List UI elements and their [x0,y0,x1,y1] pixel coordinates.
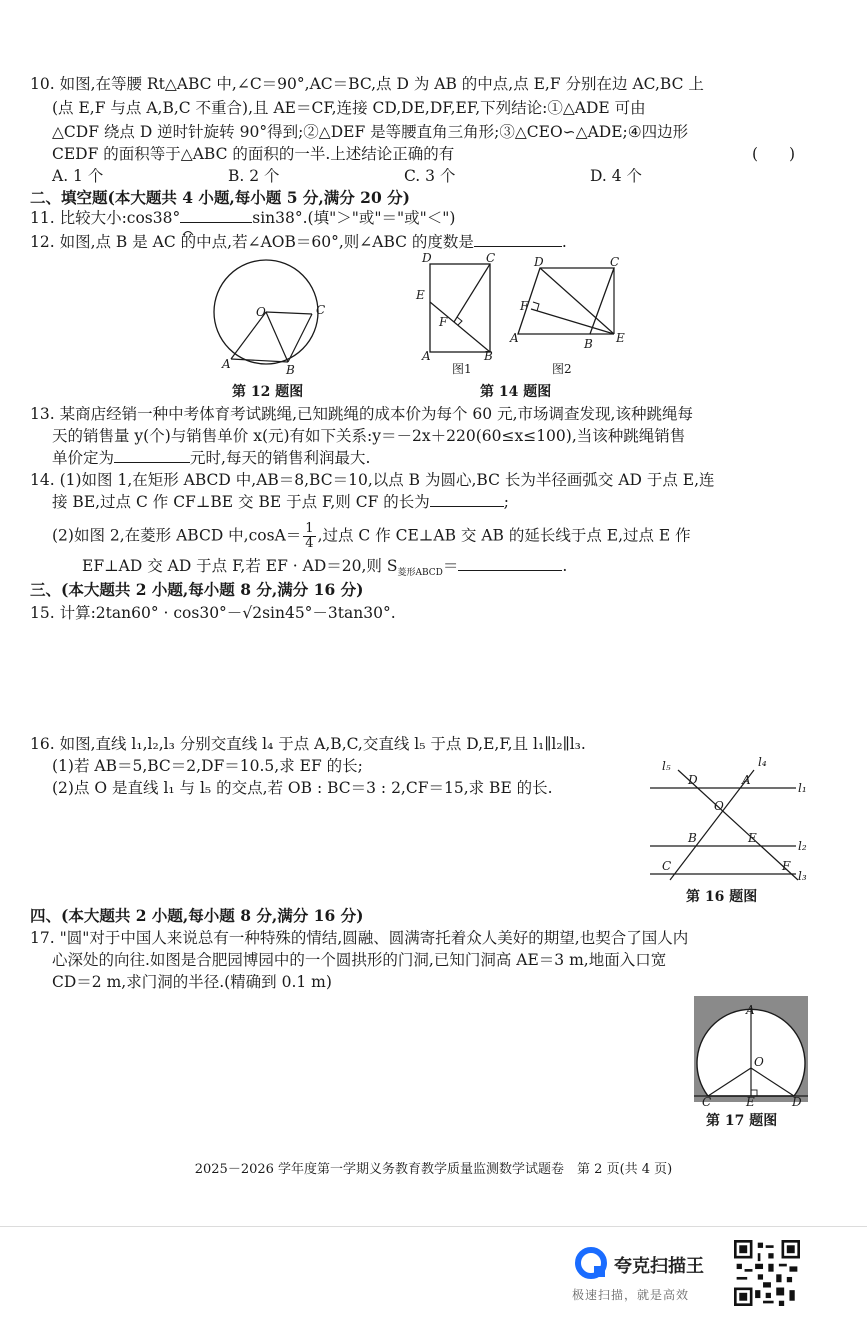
section-3-heading: 三、(本大题共 2 小题,每小题 8 分,满分 16 分) [30,580,364,599]
q14-part2-blank[interactable] [458,570,562,571]
q14-text-c: (2)如图 2,在菱形 ABCD 中,cosA＝ [52,526,302,545]
q16-caption: 第 16 题图 [686,889,758,905]
q16-label-l4: l₄ [758,756,767,769]
q11 [30,208,455,228]
rhombus-subscript: 菱形ABCD [397,568,443,579]
q16-label-f: F [782,859,791,873]
q16-figure [650,756,814,884]
fig2-label-f: F [520,299,529,313]
q14-line2 [52,492,509,512]
q14-text-b: ; [503,493,509,511]
q10-answer-paren: ( ) [752,145,796,163]
q12-end: . [561,233,567,251]
q14-fig1-caption: 图1 [452,362,472,376]
q17-label-d: D [792,1095,802,1106]
section-4-heading: 四、(本大题共 2 小题,每小题 8 分,满分 16 分) [30,906,364,925]
q11-text-b: sin38°.(填"＞"或"＝"或"＜") [252,209,456,227]
q15-text-b: sin45°－3tan30°. [262,604,396,622]
q14-fig2-caption: 图2 [552,362,572,376]
q13-text-b: 元时,每天的销售利润最大. [190,449,371,467]
q17-label-a: A [746,1003,755,1017]
q15 [30,603,396,623]
q17-figure [694,996,808,1106]
q12-figure [206,256,356,376]
q17-caption: 第 17 题图 [706,1113,778,1129]
fig1-label-f: F [439,315,448,329]
q12 [30,232,567,252]
q14-figure-1 [414,252,504,364]
q14-part1-blank[interactable] [430,506,504,507]
q12-text: 12. 如图,点 B 是 AC 的中点,若∠AOB＝60°,则∠ABC 的度数是 [30,233,474,251]
scanner-brand-title: 夸克扫描王 [614,1256,704,1277]
fig2-label-c: C [610,255,620,269]
q12-label-b: B [286,363,295,376]
q14-line3 [52,522,691,551]
fig2-label-d: D [534,255,544,269]
q17-label-o: O [754,1055,764,1069]
fig1-label-e: E [416,288,425,302]
q12-caption: 第 12 题图 [232,384,304,400]
q16-label-l3: l₃ [798,869,807,883]
page-footer: 2025－2026 学年度第一学期义务教育教学质量监测数学试题卷 第 2 页(共 4 页) [194,1162,673,1177]
qr-code-icon[interactable] [734,1240,800,1306]
q11-blank[interactable] [180,222,252,223]
q14-text-f: ＝ [442,557,459,575]
q17-label-e: E [746,1095,755,1106]
q10-line2: (点 E,F 与点 A,B,C 不重合),且 AE＝CF,连接 CD,DE,DF,EF,下列结论:①△ADE 可由 [52,99,646,117]
fraction-denominator: 4 [305,536,314,551]
q12-blank[interactable] [474,246,562,247]
arc-mark-icon [182,228,194,236]
q16-label-l5: l₅ [662,759,671,773]
q13-line1: 13. 某商店经销一种中考体育考试跳绳,已知跳绳的成本价为每个 60 元,市场调查发现,该种跳绳每 [30,405,693,423]
q17-label-c: C [702,1095,712,1106]
q14-line1: 14. (1)如图 1,在矩形 ABCD 中,AB＝8,BC＝10,以点 B 为圆心,BC 长为半径画弧交 AD 于点 E,连 [30,471,715,489]
q11-text-a: 11. 比较大小:cos38° [30,209,181,227]
q15-text-a: 15. 计算:2tan60° · cos30°－ [30,604,243,622]
q17-line3: CD＝2 m,求门洞的半径.(精确到 0.1 m) [52,973,332,991]
fig1-label-d: D [422,252,432,265]
q13-line3 [52,448,370,468]
divider [0,1226,867,1227]
q12-label-o: O [256,305,266,319]
q16-label-a: A [742,773,751,787]
q16-label-c: C [662,859,672,873]
q16-label-o: O [714,799,724,813]
section-2-heading: 二、填空题(本大题共 4 小题,每小题 5 分,满分 20 分) [30,188,410,207]
q14-text-d: ,过点 C 作 CE⊥AB 交 AB 的延长线于点 E,过点 E 作 [317,526,691,545]
q16-line1: 16. 如图,直线 l₁,l₂,l₃ 分别交直线 l₄ 于点 A,B,C,交直线 l₅ 于点 D,E,F,且 l₁∥l₂∥l₃. [30,735,586,753]
q16-line3: (2)点 O 是直线 l₁ 与 l₅ 的交点,若 OB : BC＝3 : 2,CF＝15,求 BE 的长. [52,779,553,797]
fig2-label-b: B [584,337,593,351]
scanner-brand-subtitle: 极速扫描，就是高效 [572,1288,690,1302]
scanner-watermark [574,1244,724,1304]
q10-line4: CEDF 的面积等于△ABC 的面积的一半.上述结论正确的有 [52,145,455,163]
q16-label-b: B [688,831,697,845]
q10-option-b: B. 2 个 [228,167,280,185]
q14-figure-2 [506,254,630,354]
q14-text-e: EF⊥AD 交 AD 于点 F,若 EF · AD＝20,则 S [82,557,398,575]
q16-label-l1: l₁ [798,781,807,795]
q10-line1: 10. 如图,在等腰 Rt△ABC 中,∠C＝90°,AC＝BC,点 D 为 AB 的中点,点 E,F 分别在边 AC,BC 上 [30,75,704,93]
q12-label-a: A [222,357,231,371]
q14-caption: 第 14 题图 [480,384,552,400]
q10-option-d: D. 4 个 [590,167,643,185]
q17-line1: 17. "圆"对于中国人来说总有一种特殊的情结,圆融、圆满寄托着众人美好的期望,也契合了国人内 [30,929,689,947]
q13-line2: 天的销售量 y(个)与销售单价 x(元)有如下关系:y＝－2x＋220(60≤x≤100),当该种跳绳销售 [52,427,686,445]
q14-text-g: . [562,557,568,575]
q13-blank[interactable] [114,462,190,463]
fig2-label-e: E [616,331,625,345]
fig1-label-b: B [484,349,493,363]
q16-label-d: D [688,773,698,787]
q16-line2: (1)若 AB＝5,BC＝2,DF＝10.5,求 EF 的长; [52,757,363,775]
q13-text-a: 单价定为 [52,449,115,467]
q12-label-c: C [316,303,326,317]
q17-line2: 心深处的向往.如图是合肥园博园中的一个圆拱形的门洞,已知门洞高 AE＝3 m,地面入口宽 [52,951,667,969]
q10-option-a: A. 1 个 [52,167,104,185]
q10-line3: △CDF 绕点 D 逆时针旋转 90°得到;②△DEF 是等腰直角三角形;③△CEO∽△ADE;④四边形 [52,123,689,141]
cos-fraction [303,522,315,551]
q16-label-l2: l₂ [798,839,807,853]
fraction-numerator: 1 [305,521,314,536]
fig1-label-a: A [422,349,431,363]
q16-label-e: E [748,831,757,845]
fig1-label-c: C [486,252,496,265]
scanner-logo-icon [574,1246,608,1280]
fig2-label-a: A [510,331,519,345]
q14-text-a: 接 BE,过点 C 作 CF⊥BE 交 BE 于点 F,则 CF 的长为 [52,493,430,511]
sqrt-two: √2 [242,604,263,622]
q10-option-c: C. 3 个 [404,167,456,185]
